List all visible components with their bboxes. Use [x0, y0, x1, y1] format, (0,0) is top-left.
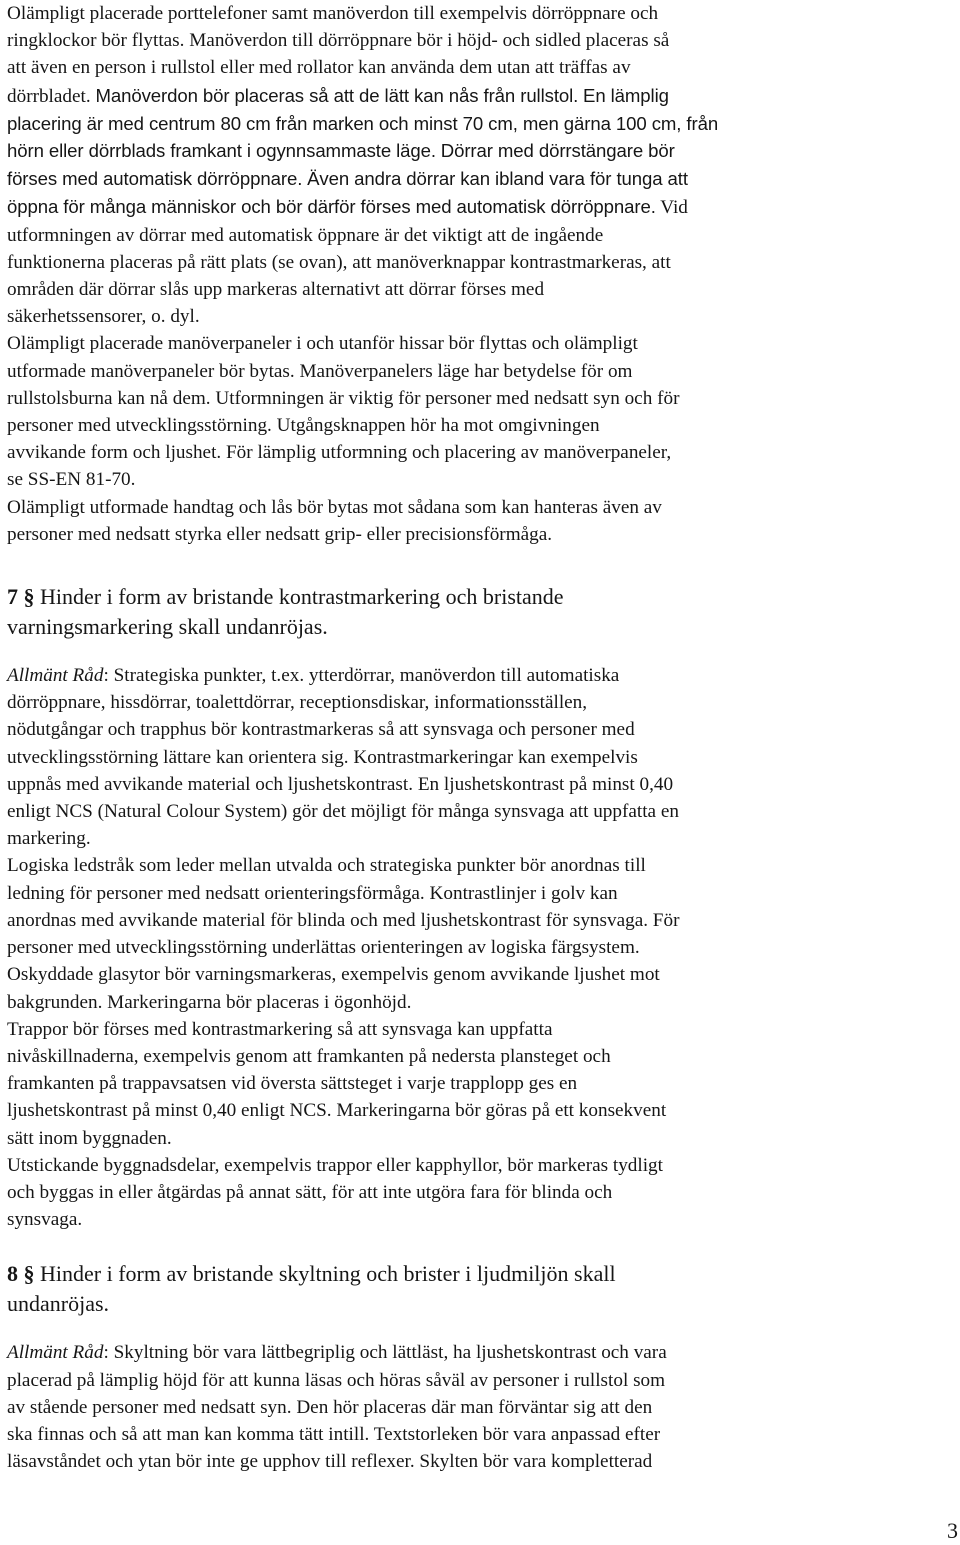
sans-text-segment: En lämplig [583, 84, 669, 106]
text-line: ska finnas och så att man kan komma tätt intill. Textstorleken bör vara anpassad efter [7, 1423, 661, 1445]
text-line: Utstickande byggnadsdelar, exempelvis trappor eller kapphyllor, bör markeras tydligt [7, 1154, 663, 1176]
section-number: 7 [7, 584, 18, 610]
heading-line [7, 1259, 955, 1289]
sans-text-segment: Dörrar med dörrstängare bör [440, 140, 675, 162]
text-line: och byggas in eller åtgärdas på annat sätt, för att inte utgöra fara för blinda och [7, 1181, 613, 1203]
text-line: uppnås med avvikande material och ljushetskontrast. En ljushetskontrast på minst 0,40 [7, 773, 674, 795]
text-line [7, 1339, 955, 1366]
page-number: 3 [947, 1518, 958, 1543]
text-line: ljushetskontrast på minst 0,40 enligt NCS. Markeringarna bör göras på ett konsekvent [7, 1100, 667, 1122]
sans-text-segment: Även andra dörrar kan ibland vara för tunga att [307, 168, 688, 190]
paragraph-symbol: § [23, 1261, 35, 1287]
text-line: Olämpligt placerade porttelefoner samt manöverdon till exempelvis dörröppnare och [7, 3, 659, 24]
section-7-heading [7, 582, 955, 641]
text-line: bakgrunden. Markeringarna bör placeras i ögonhöjd. [7, 991, 412, 1013]
general-advice-8 [7, 1339, 955, 1475]
text-line: ledning för personer med nedsatt orienteringsförmåga. Kontrastlinjer i golv kan [7, 882, 618, 904]
text-line: synsvaga. [7, 1209, 83, 1231]
text-line: avvikande form och ljushet. För lämplig utformning och placering av manöverpaneler, [7, 442, 672, 464]
text-segment: : Strategiska punkter, t.ex. ytterdörrar, manöverdon till automatiska [103, 665, 620, 687]
text-line: rullstolsburna kan nå dem. Utformningen är viktig för personer med nedsatt syn och för [7, 387, 680, 409]
text-line: av stående personer med nedsatt syn. Den hör placeras där man förväntar sig att den [7, 1396, 653, 1418]
text-segment: : Skyltning bör vara lättbegriplig och lättläst, ha ljushetskontrast och vara [103, 1342, 667, 1364]
text-line: områden där dörrar slås upp markeras alternativt att dörrar förses med [7, 279, 545, 301]
text-line: säkerhetssensorer, o. dyl. [7, 306, 200, 328]
heading-line: varningsmarkering skall undanröjas. [7, 613, 328, 639]
text-line [7, 193, 955, 221]
general-advice-7 [7, 662, 955, 1233]
text-line: utvecklingsstörning lättare kan orientera sig. Kontrastmarkeringar kan exempelvis [7, 746, 638, 768]
paragraph-symbol: § [23, 584, 35, 610]
text-line: personer med utvecklingsstörning underlättas orienteringen av logiska färgsystem. [7, 937, 640, 959]
text-line: framkanten på trappavsatsen vid översta sättsteget i varje trapplopp ges en [7, 1073, 578, 1095]
text-line: placerad på lämplig höjd för att kunna läsas och höras såväl av personer i rullstol som [7, 1369, 666, 1391]
heading-text: Hinder i form av bristande kontrastmarkering och bristande [40, 584, 564, 610]
text-line: markering. [7, 828, 91, 850]
text-line: Logiska ledstråk som leder mellan utvalda och strategiska punkter bör anordnas till [7, 855, 646, 877]
text-line: personer med nedsatt styrka eller nedsatt grip- eller precisionsförmåga. [7, 523, 553, 545]
text-line: Oskyddade glasytor bör varningsmarkeras, exempelvis genom avvikande ljushet mot [7, 964, 660, 986]
sans-text-line: placering är med centrum 80 cm från marken och minst 70 cm, men gärna 100 cm, från [7, 112, 719, 134]
sans-text-segment: öppna för många människor och bör därför förses med automatisk dörröppnare. [7, 196, 656, 218]
text-segment: dörrbladet. [7, 85, 91, 107]
heading-line [7, 582, 955, 612]
text-line: dörröppnare, hissdörrar, toalettdörrar, receptionsdiskar, informationsställen, [7, 692, 588, 714]
text-line: läsavståndet och ytan bör inte ge upphov till reflexer. Skylten bör vara kompletterad [7, 1451, 653, 1473]
section-8-heading [7, 1259, 955, 1318]
sans-text-segment: Manöverdon bör placeras så att de lätt kan nås från rullstol. [95, 84, 579, 106]
text-line: sätt inom byggnaden. [7, 1127, 172, 1149]
text-line: Olämpligt placerade manöverpaneler i och utanför hissar bör flyttas och olämpligt [7, 333, 638, 355]
text-line: utformade manöverpaneler bör bytas. Manöverpanelers läge har betydelse för om [7, 360, 633, 382]
text-line: Trappor bör förses med kontrastmarkering så att synsvaga kan uppfatta [7, 1018, 553, 1040]
text-line: utformningen av dörrar med automatisk öppnare är det viktigt att de ingående [7, 224, 604, 246]
text-line [7, 137, 955, 165]
advice-label: Allmänt Råd [7, 665, 104, 687]
advice-label: Allmänt Råd [7, 1342, 104, 1364]
sans-text-segment: hörn eller dörrblads framkant i ogynnsammaste läge. [7, 140, 436, 162]
text-line: funktionerna placeras på rätt plats (se ovan), att manöverknappar kontrastmarkeras, att [7, 251, 671, 273]
section-number: 8 [7, 1261, 18, 1287]
heading-text: Hinder i form av bristande skyltning och brister i ljudmiljön skall [40, 1261, 616, 1287]
heading-line: undanröjas. [7, 1290, 110, 1316]
text-line: anordnas med avvikande material för blinda och med ljushetskontrast för synsvaga. För [7, 909, 680, 931]
text-segment: Vid [660, 197, 688, 219]
document-page [7, 0, 955, 1475]
text-line: nödutgångar och trapphus bör kontrastmarkeras så att synsvaga och personer med [7, 719, 635, 741]
text-line [7, 82, 955, 110]
text-line: personer med utvecklingsstörning. Utgångsknappen hör ha mot omgivningen [7, 415, 600, 437]
text-line: Olämpligt utformade handtag och lås bör bytas mot sådana som kan hanteras även av [7, 496, 662, 518]
text-line: ringklockor bör flyttas. Manöverdon till dörröppnare bör i höjd- och sidled placeras så [7, 30, 670, 52]
text-line: enligt NCS (Natural Colour System) gör det möjligt för många synsvaga att uppfatta en [7, 801, 679, 823]
text-line [7, 662, 955, 689]
text-line: att även en person i rullstol eller med rollator kan använda dem utan att träffas av [7, 57, 631, 79]
text-line: nivåskillnaderna, exempelvis genom att framkanten på nedersta plansteget och [7, 1045, 611, 1067]
text-line [7, 165, 955, 193]
sans-text-segment: förses med automatisk dörröppnare. [7, 168, 303, 190]
text-line: se SS-EN 81-70. [7, 469, 136, 491]
